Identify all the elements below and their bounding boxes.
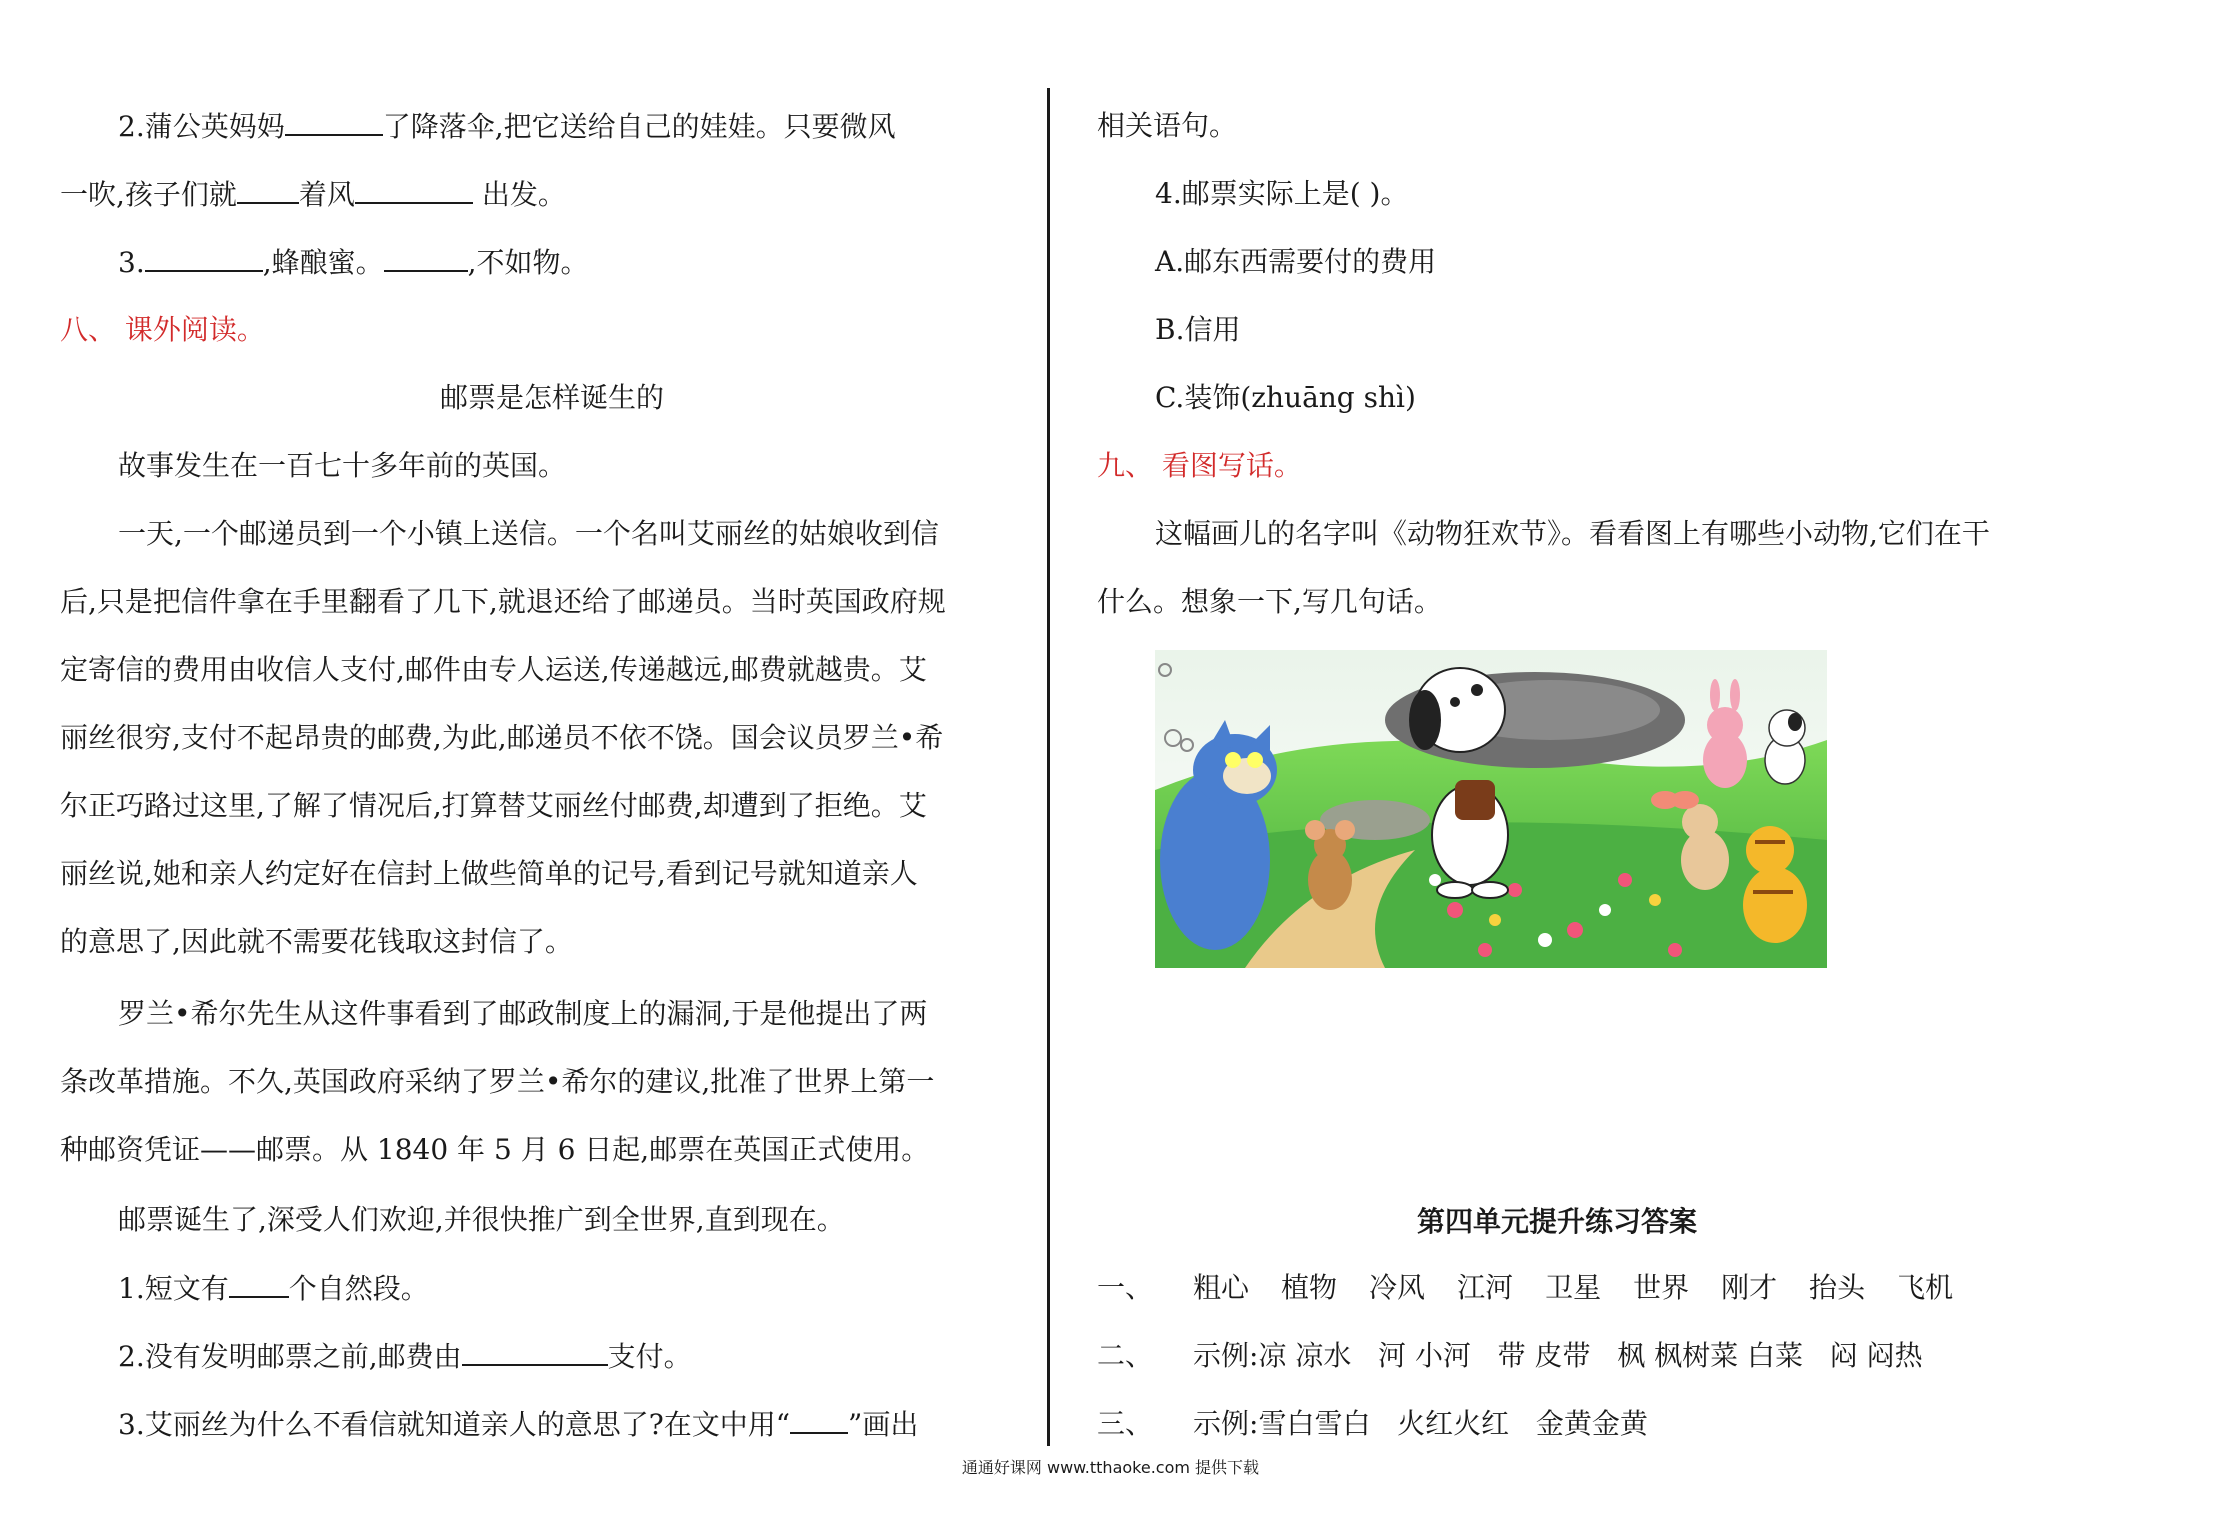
- option-b[interactable]: B.信用: [1155, 313, 1241, 346]
- question-2-line-2: [60, 174, 566, 215]
- question-4: 4.邮票实际上是( )。: [1155, 177, 1409, 210]
- paragraph-3-line: 种邮资凭证——邮票。从 1840 年 5 月 6 日起,邮票在英国正式使用。: [60, 1133, 930, 1166]
- paragraph-2-line: 丽丝说,她和亲人约定好在信封上做些简单的记号,看到记号就知道亲人: [60, 857, 918, 890]
- section-9-heading: 九、 看图写话。: [1097, 449, 1302, 482]
- answer-1-word: 粗心: [1193, 1271, 1250, 1304]
- answer-1-words: [1193, 1271, 1985, 1304]
- continuation-text: 相关语句。: [1097, 109, 1238, 142]
- paragraph-1: 故事发生在一百七十多年前的英国。: [118, 449, 567, 482]
- paragraph-4: 邮票诞生了,深受人们欢迎,并很快推广到全世界,直到现在。: [118, 1203, 845, 1236]
- article-title: 邮票是怎样诞生的: [440, 381, 665, 414]
- writing-prompt-line: 什么。想象一下,写几句话。: [1097, 585, 1442, 618]
- question-2-line-1: [118, 106, 896, 147]
- animal-carnival-picture: [1155, 650, 1827, 968]
- answer-1-word: 世界: [1633, 1271, 1690, 1304]
- blank[interactable]: [285, 106, 383, 136]
- answer-2-text: 示例:凉 凉水 河 小河 带 皮带 枫 枫树菜 白菜 闷 闷热: [1193, 1339, 1923, 1372]
- a2-text-a: 2.没有发明邮票之前,邮费由: [118, 1340, 462, 1373]
- answer-1-word: 植物: [1281, 1271, 1338, 1304]
- a1-text-b: 个自然段。: [288, 1272, 429, 1305]
- paragraph-2-line: 丽丝很穷,支付不起昂贵的邮费,为此,邮递员不依不饶。国会议员罗兰•希: [60, 721, 944, 754]
- q3-text-c: ,不如物。: [467, 246, 589, 279]
- blank[interactable]: [384, 242, 468, 272]
- paragraph-2-line: 的意思了,因此就不需要花钱取这封信了。: [60, 925, 573, 958]
- paragraph-2-line: 后,只是把信件拿在手里翻看了几下,就退还给了邮递员。当时英国政府规: [60, 585, 946, 618]
- answer-3-number: 三、: [1097, 1407, 1154, 1440]
- section-8-heading: 八、 课外阅读。: [60, 313, 265, 346]
- q2-text-d: 着风: [298, 178, 355, 211]
- answer-1-word: 卫星: [1545, 1271, 1602, 1304]
- answer-2-number: 二、: [1097, 1339, 1154, 1372]
- answer-row-3: [1097, 1404, 1648, 1444]
- answer-1-word: 冷风: [1369, 1271, 1426, 1304]
- a3-text-a: 3.艾丽丝为什么不看信就知道亲人的意思了?在文中用“: [118, 1408, 791, 1441]
- paragraph-2-line: 尔正巧路过这里,了解了情况后,打算替艾丽丝付邮费,却遭到了拒绝。艾: [60, 789, 927, 822]
- blank[interactable]: [237, 174, 299, 204]
- blank[interactable]: [790, 1404, 848, 1434]
- q3-text-a: 3.: [118, 246, 145, 279]
- answer-row-1: [1097, 1268, 1985, 1308]
- blank[interactable]: [462, 1336, 608, 1366]
- answer-question-1: [118, 1268, 429, 1309]
- q2-text-b: 了降落伞,把它送给自己的娃娃。只要微风: [382, 110, 896, 143]
- q2-text-c: 一吹,孩子们就: [60, 178, 237, 211]
- option-a[interactable]: A.邮东西需要付的费用: [1155, 245, 1437, 278]
- answer-row-2: [1097, 1336, 1923, 1376]
- blank[interactable]: [145, 242, 263, 272]
- paragraph-3-line: 条改革措施。不久,英国政府采纳了罗兰•希尔的建议,批准了世界上第一: [60, 1065, 935, 1098]
- answer-1-word: 刚才: [1721, 1271, 1778, 1304]
- option-c[interactable]: C.装饰(zhuāng shì): [1155, 381, 1416, 414]
- answer-3-text: 示例:雪白雪白 火红火红 金黄金黄: [1193, 1407, 1648, 1440]
- q2-text-a: 2.蒲公英妈妈: [118, 110, 285, 143]
- paragraph-2-line: 定寄信的费用由收信人支付,邮件由专人运送,传递越远,邮费就越贵。艾: [60, 653, 927, 686]
- blank[interactable]: [355, 174, 473, 204]
- question-3: [118, 242, 589, 283]
- column-divider: [1047, 88, 1050, 1446]
- answer-question-3: [118, 1404, 918, 1445]
- q2-text-e: 出发。: [472, 178, 566, 211]
- writing-prompt-line: 这幅画儿的名字叫《动物狂欢节》。看看图上有哪些小动物,它们在干: [1155, 517, 1990, 550]
- answers-title: 第四单元提升练习答案: [1417, 1205, 1698, 1238]
- q3-text-b: ,蜂酿蜜。: [262, 246, 384, 279]
- page-footer: 通通好课网 www.tthaoke.com 提供下载: [961, 1458, 1260, 1477]
- paragraph-3-line: 罗兰•希尔先生从这件事看到了邮政制度上的漏洞,于是他提出了两: [118, 997, 928, 1030]
- cartoon-illustration: [1155, 650, 1827, 968]
- answer-1-number: 一、: [1097, 1271, 1154, 1304]
- paragraph-2-line: 一天,一个邮递员到一个小镇上送信。一个名叫艾丽丝的姑娘收到信: [118, 517, 939, 550]
- answer-question-2: [118, 1336, 692, 1377]
- blank[interactable]: [229, 1268, 289, 1298]
- a1-text-a: 1.短文有: [118, 1272, 229, 1305]
- a3-text-b: ”画出: [848, 1408, 919, 1441]
- a2-text-b: 支付。: [607, 1340, 692, 1373]
- answer-1-word: 飞机: [1897, 1271, 1954, 1304]
- answer-1-word: 江河: [1457, 1271, 1514, 1304]
- answer-1-word: 抬头: [1809, 1271, 1866, 1304]
